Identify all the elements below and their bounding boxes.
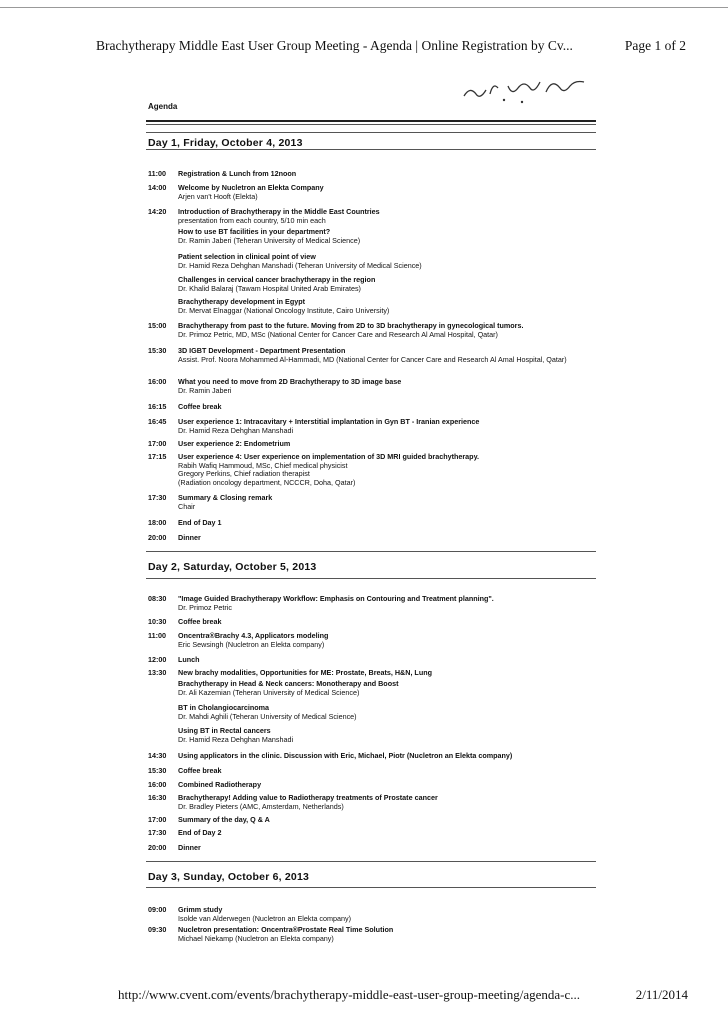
day-title: Day 1, Friday, October 4, 2013 — [148, 137, 303, 149]
item-body — [178, 298, 598, 315]
session-title: Brachytherapy in Head & Neck cancers: Monotherapy and Boost — [178, 679, 399, 688]
item-body — [178, 767, 598, 776]
divider — [146, 132, 596, 133]
agenda-item — [148, 669, 598, 678]
item-body — [178, 816, 598, 825]
item-body — [178, 519, 598, 528]
scan-top-border — [0, 7, 728, 8]
print-footer — [118, 987, 688, 1003]
item-body — [178, 418, 598, 435]
time: 16:15 — [148, 402, 167, 411]
session-title: Dinner — [178, 533, 201, 542]
time: 20:00 — [148, 533, 167, 542]
agenda-item — [148, 494, 598, 511]
speaker: Dr. Hamid Reza Dehghan Manshadi — [178, 734, 294, 744]
item-body — [178, 347, 598, 364]
session-title: Patient selection in clinical point of view — [178, 252, 316, 261]
item-body — [178, 844, 598, 853]
speaker: Dr. Hamid Reza Dehghan Manshadi (Teheran University of Medical Science) — [178, 260, 422, 270]
speaker: Eric Sewsingh (Nucletron an Elekta company) — [178, 639, 325, 649]
time: 17:15 — [148, 452, 167, 461]
item-body — [178, 208, 598, 225]
item-body — [178, 656, 598, 665]
page-number: Page 1 of 2 — [624, 38, 686, 53]
agenda-item — [148, 595, 598, 612]
session-title: New brachy modalities, Opportunities for ME: Prostate, Breats, H&N, Lung — [178, 668, 432, 677]
page-url: http://www.cvent.com/events/brachytherapy-middle-east-user-group-meeting/agenda-c... — [118, 987, 581, 1002]
sub-session — [148, 298, 598, 315]
agenda-item — [148, 656, 598, 665]
agenda-item — [148, 170, 598, 179]
time: 15:30 — [148, 766, 167, 775]
session-title: User experience 2: Endometrium — [178, 439, 291, 448]
session-title: Lunch — [178, 655, 200, 664]
speaker: Arjen van't Hooft (Elekta) — [178, 191, 258, 201]
sub-session — [148, 253, 598, 270]
agenda-label: Agenda — [148, 102, 178, 111]
item-body — [178, 322, 598, 339]
agenda-item — [148, 794, 598, 811]
item-body — [178, 170, 598, 179]
item-body — [178, 781, 598, 790]
item-body — [178, 253, 598, 270]
print-date: 2/11/2014 — [635, 987, 688, 1002]
time: 17:30 — [148, 493, 167, 502]
day-title: Day 3, Sunday, October 6, 2013 — [148, 871, 310, 883]
session-title: Oncentra®Brachy 4.3, Applicators modeling — [178, 631, 329, 640]
session-title: What you need to move from 2D Brachytherapy to 3D image base — [178, 377, 402, 386]
agenda-item — [148, 829, 598, 838]
time: 12:00 — [148, 655, 167, 664]
speaker: Dr. Mervat Elnaggar (National Oncology Institute, Cairo University) — [178, 305, 390, 315]
session-title: Brachytherapy! Adding value to Radiotherapy treatments of Prostate cancer — [178, 793, 438, 802]
time: 15:00 — [148, 321, 167, 330]
item-body — [178, 276, 598, 293]
session-title: Registration & Lunch from 12noon — [178, 169, 297, 178]
agenda-item — [148, 453, 598, 487]
item-body — [178, 680, 598, 697]
agenda-item — [148, 347, 598, 364]
speaker: Assist. Prof. Noora Mohammed Al-Hammadi, MD (National Center for Cancer Care and Research Al Amal Hospital, Qatar) — [178, 354, 567, 364]
session-title: Nucletron presentation: Oncentra®Prostate Real Time Solution — [178, 925, 394, 934]
time: 17:00 — [148, 439, 167, 448]
agenda-item — [148, 322, 598, 339]
session-title: Using BT in Rectal cancers — [178, 726, 271, 735]
sub-session — [148, 704, 598, 721]
time: 20:00 — [148, 843, 167, 852]
time: 09:30 — [148, 925, 167, 934]
agenda-item — [148, 519, 598, 528]
agenda-item — [148, 767, 598, 776]
item-body — [178, 403, 598, 412]
session-title: Coffee break — [178, 766, 222, 775]
divider — [146, 578, 596, 579]
sub-session — [148, 276, 598, 293]
page-title: Brachytherapy Middle East User Group Meeting - Agenda | Online Registration by Cv... — [96, 38, 573, 53]
item-body — [178, 534, 598, 543]
session-title: End of Day 1 — [178, 518, 222, 527]
agenda-item — [148, 926, 598, 943]
time: 17:30 — [148, 828, 167, 837]
session-title: 3D IGBT Development - Department Presentation — [178, 346, 346, 355]
print-header — [96, 38, 686, 54]
session-title: Summary & Closing remark — [178, 493, 273, 502]
item-body — [178, 669, 598, 678]
speaker: Dr. Mahdi Aghili (Teheran University of Medical Science) — [178, 711, 357, 721]
session-title: Challenges in cervical cancer brachytherapy in the region — [178, 275, 376, 284]
speaker: Dr. Hamid Reza Dehghan Manshadi — [178, 425, 294, 435]
time: 16:30 — [148, 793, 167, 802]
item-body — [178, 228, 598, 245]
sub-session — [148, 228, 598, 245]
session-title: End of Day 2 — [178, 828, 222, 837]
session-title: User experience 4: User experience on implementation of 3D MRI guided brachytherapy. — [178, 452, 480, 461]
speaker: Dr. Ali Kazemian (Teheran University of Medical Science) — [178, 687, 360, 697]
session-title: Combined Radiotherapy — [178, 780, 262, 789]
item-body — [178, 440, 598, 449]
session-title: Grimm study — [178, 905, 223, 914]
session-title: "Image Guided Brachytherapy Workflow: Emphasis on Contouring and Treatment planning". — [178, 594, 494, 603]
time: 16:45 — [148, 417, 167, 426]
time: 16:00 — [148, 377, 167, 386]
divider — [146, 861, 596, 862]
session-title: Brachytherapy from past to the future. Moving from 2D to 3D brachytherapy in gynecological tumors. — [178, 321, 524, 330]
item-body — [178, 829, 598, 838]
session-title: BT in Cholangiocarcinoma — [178, 703, 270, 712]
time: 08:30 — [148, 594, 167, 603]
item-body — [178, 618, 598, 627]
session-title: Coffee break — [178, 617, 222, 626]
divider — [146, 124, 596, 125]
divider — [146, 149, 596, 150]
agenda-item — [148, 184, 598, 201]
speaker: Dr. Khalid Balaraj (Tawam Hospital United Arab Emirates) — [178, 283, 361, 293]
session-title: How to use BT facilities in your department? — [178, 227, 331, 236]
speaker: Dr. Ramin Jaberi (Teheran University of Medical Science) — [178, 235, 361, 245]
item-body — [178, 727, 598, 744]
session-title: Brachytherapy development in Egypt — [178, 297, 306, 306]
time: 17:00 — [148, 815, 167, 824]
session-title: Summary of the day, Q & A — [178, 815, 270, 824]
agenda-item — [148, 440, 598, 449]
speaker: presentation from each country, 5/10 min each — [178, 215, 326, 225]
session-title: Introduction of Brachytherapy in the Middle East Countries — [178, 207, 380, 216]
speaker: Isolde van Alderwegen (Nucletron an Elekta company) — [178, 913, 351, 923]
speaker: Chair — [178, 501, 196, 511]
item-body — [178, 926, 598, 943]
time: 11:00 — [148, 631, 166, 640]
item-body — [178, 453, 598, 487]
item-body — [178, 595, 598, 612]
time: 18:00 — [148, 518, 167, 527]
item-body — [178, 184, 598, 201]
agenda-item — [148, 403, 598, 412]
divider — [146, 551, 596, 552]
agenda-item — [148, 844, 598, 853]
time: 13:30 — [148, 668, 167, 677]
time: 09:00 — [148, 905, 167, 914]
agenda-item — [148, 208, 598, 225]
session-title: Coffee break — [178, 402, 222, 411]
speaker: Dr. Primoz Petric, MD, MSc (National Center for Cancer Care and Research Al Amal Hospital, Qatar) — [178, 329, 498, 339]
day-title: Day 2, Saturday, October 5, 2013 — [148, 561, 317, 573]
agenda-item — [148, 534, 598, 543]
time: 14:30 — [148, 751, 167, 760]
agenda-item — [148, 632, 598, 649]
handwritten-annotation — [460, 74, 590, 108]
speaker: Dr. Bradley Pieters (AMC, Amsterdam, Netherlands) — [178, 801, 344, 811]
agenda-item — [148, 906, 598, 923]
divider — [146, 120, 596, 122]
session-title: Using applicators in the clinic. Discussion with Eric, Michael, Piotr (Nucletron an Elekta company) — [178, 751, 513, 760]
item-body — [178, 752, 598, 761]
agenda-item — [148, 418, 598, 435]
time: 14:20 — [148, 207, 167, 216]
speaker: Dr. Primoz Petric — [178, 602, 232, 612]
item-body — [178, 794, 598, 811]
agenda-item — [148, 781, 598, 790]
session-title: Dinner — [178, 843, 201, 852]
sub-session — [148, 680, 598, 697]
time: 10:30 — [148, 617, 167, 626]
time: 15:30 — [148, 346, 167, 355]
item-body — [178, 494, 598, 511]
agenda-item — [148, 816, 598, 825]
speaker: Rabih Wafiq Hammoud, MSc, Chief medical physicist Gregory Perkins, Chief radiation therapist (Radiation oncology department, NCCCR, Doha, Qatar) — [178, 460, 356, 487]
item-body — [178, 378, 598, 395]
item-body — [178, 906, 598, 923]
agenda-item — [148, 618, 598, 627]
time: 14:00 — [148, 183, 167, 192]
session-title: Welcome by Nucletron an Elekta Company — [178, 183, 324, 192]
sub-session — [148, 727, 598, 744]
session-title: User experience 1: Intracavitary + Interstitial implantation in Gyn BT - Iranian experience — [178, 417, 480, 426]
item-body — [178, 704, 598, 721]
agenda-item — [148, 752, 598, 761]
divider — [146, 887, 596, 888]
time: 16:00 — [148, 780, 167, 789]
speaker: Dr. Ramin Jaberi — [178, 385, 232, 395]
agenda-item — [148, 378, 598, 395]
item-body — [178, 632, 598, 649]
speaker: Michael Niekamp (Nucletron an Elekta company) — [178, 933, 334, 943]
time: 11:00 — [148, 169, 166, 178]
